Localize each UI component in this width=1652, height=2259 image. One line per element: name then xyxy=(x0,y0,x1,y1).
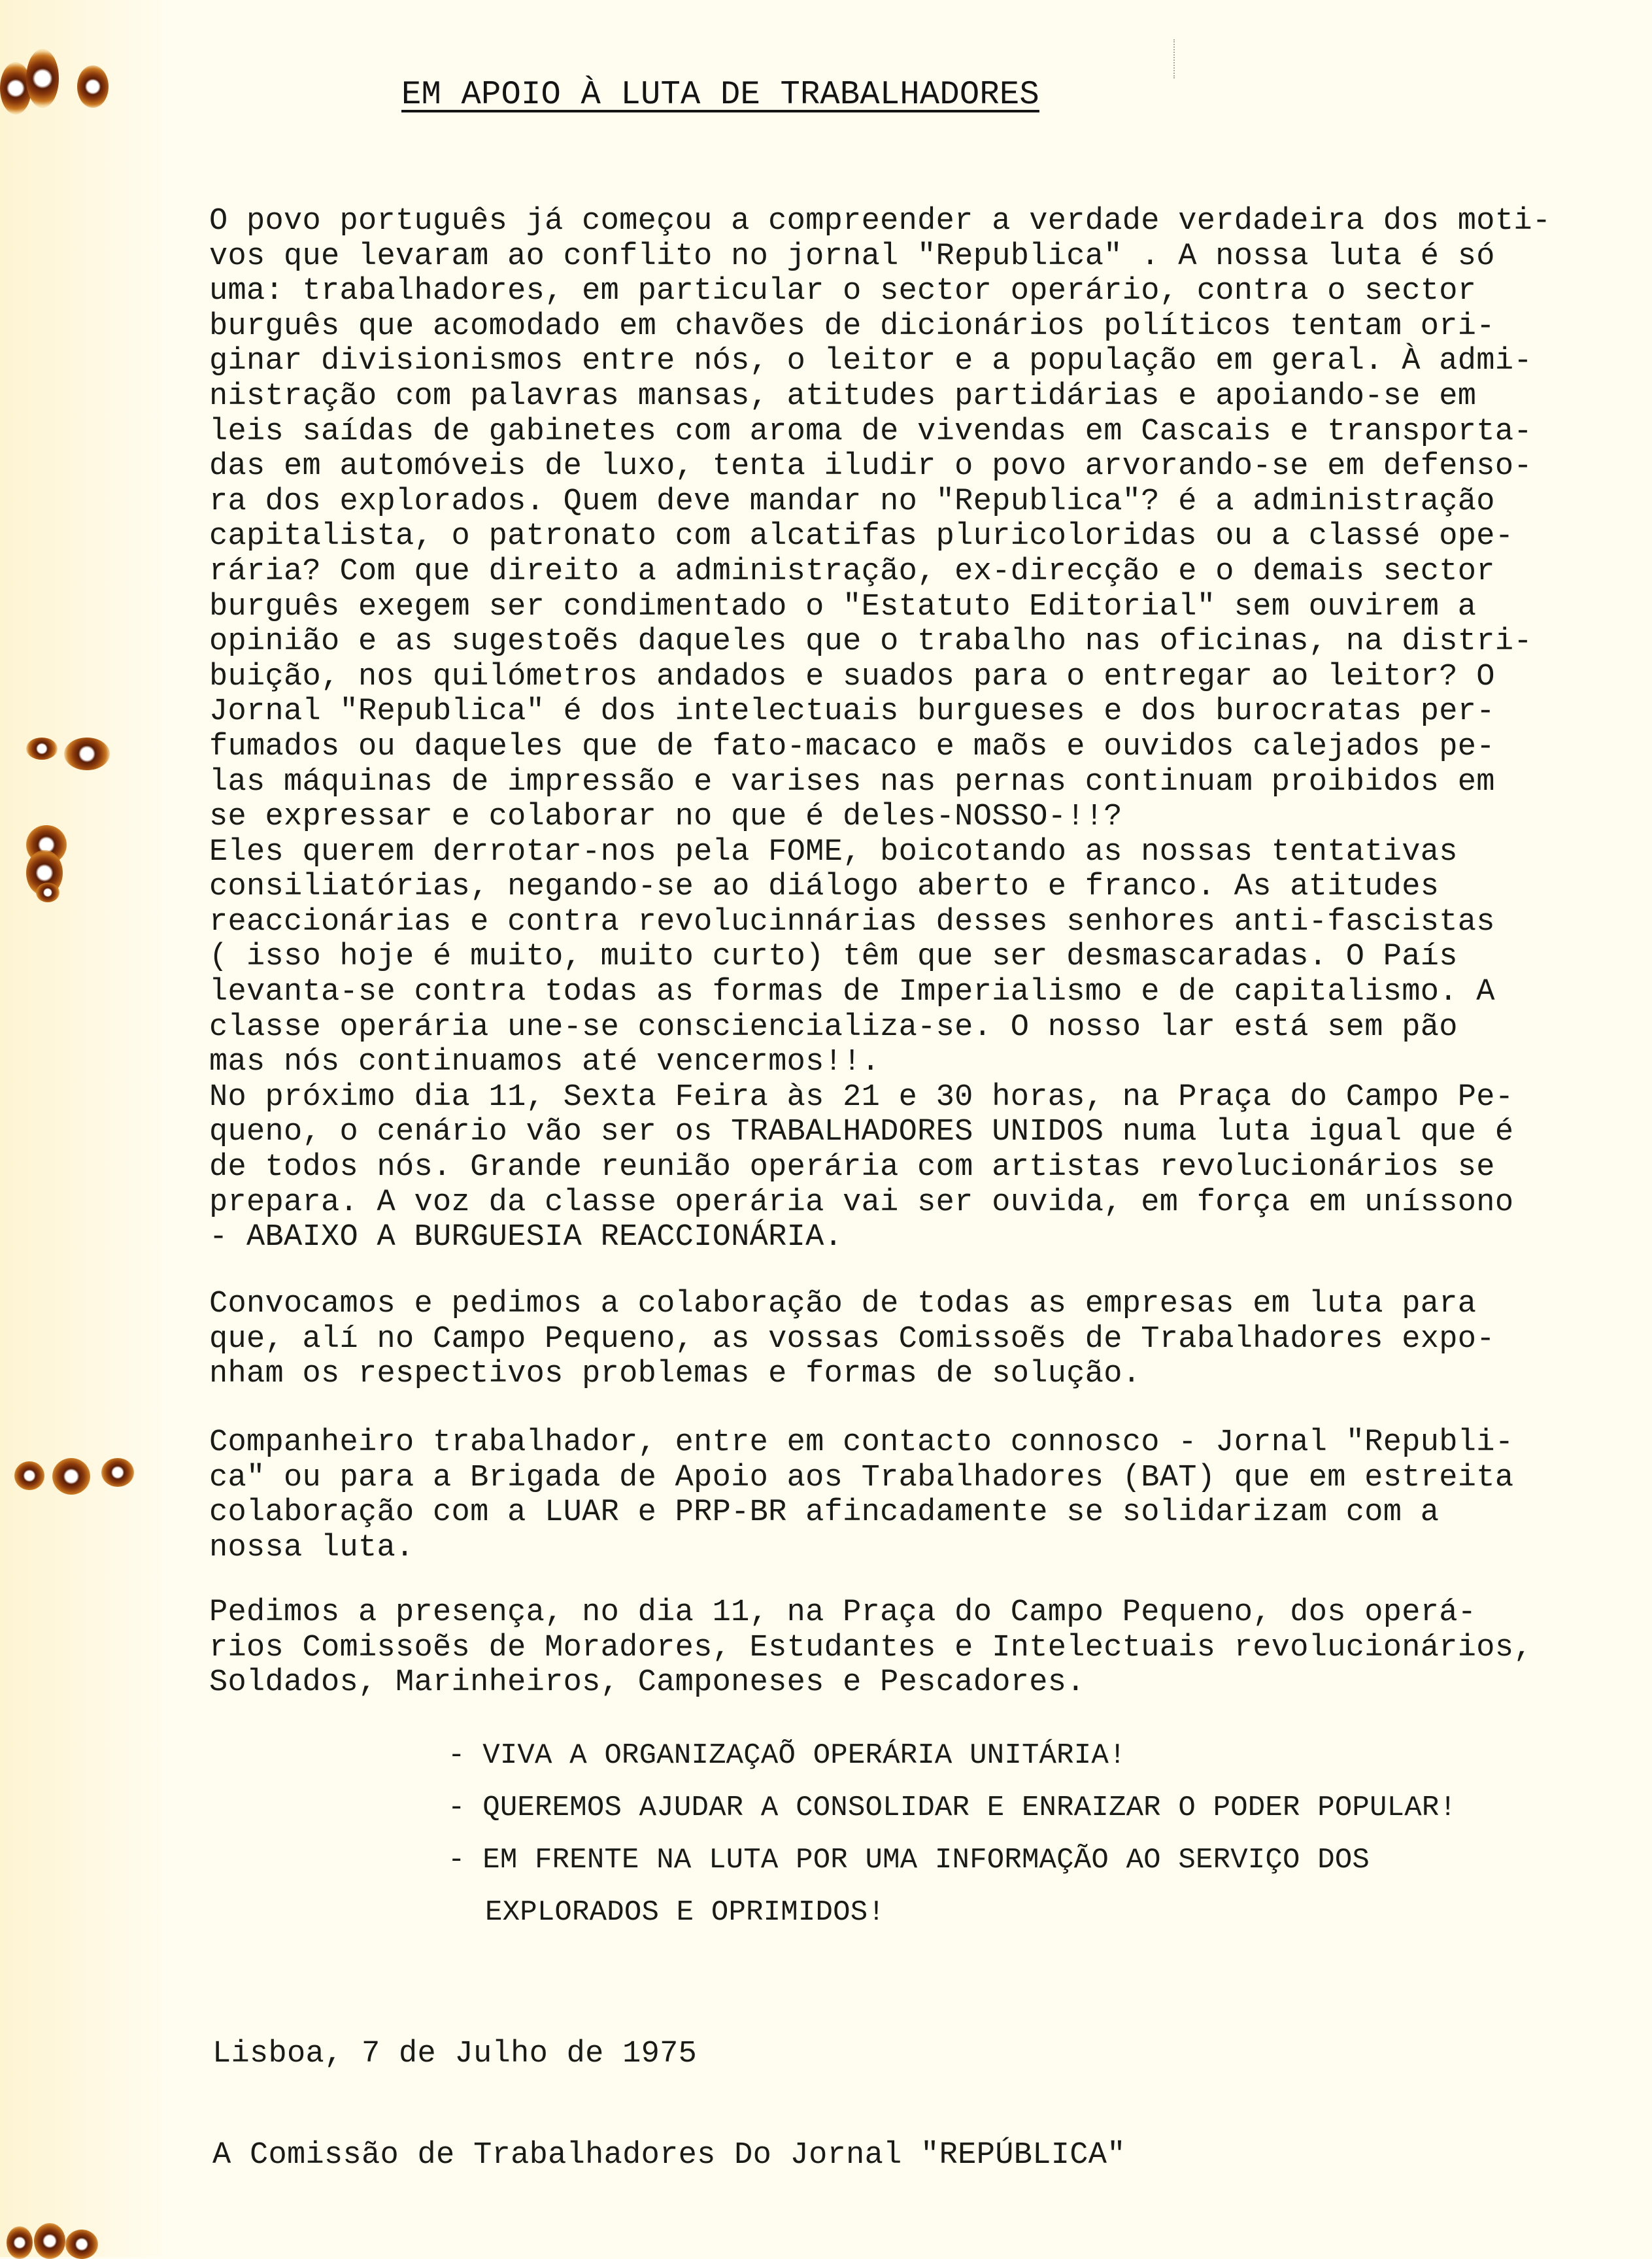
place-date: Lisboa, 7 de Julho de 1975 xyxy=(212,2037,698,2071)
text-line: - ABAIXO A BURGUESIA REACCIONÁRIA. xyxy=(209,1220,843,1255)
rust-mark xyxy=(64,738,110,770)
text-line: O povo português já começou a compreender a verdade verdadeira dos moti- xyxy=(209,204,1551,239)
text-line: No próximo dia 11, Sexta Feira às 21 e 30 horas, na Praça do Campo Pe- xyxy=(209,1079,1514,1115)
rust-mark xyxy=(34,2223,65,2259)
rust-mark xyxy=(36,883,59,902)
text-line: Companheiro trabalhador, entre em contacto connosco - Jornal "Republi- xyxy=(209,1425,1514,1460)
text-line: levanta-se contra todas as formas de Imperialismo e de capitalismo. A xyxy=(209,975,1495,1010)
text-line: ca" ou para a Brigada de Apoio aos Trabalhadores (BAT) que em estreita xyxy=(209,1460,1514,1495)
rust-mark xyxy=(101,1458,134,1487)
text-line: Soldados, Marinheiros, Camponeses e Pescadores. xyxy=(209,1665,1085,1701)
text-line: Eles querem derrotar-nos pela FOME, boicotando as nossas tentativas xyxy=(209,834,1458,870)
text-line: burguês exegem ser condimentado o "Estatuto Editorial" sem ouvirem a xyxy=(209,589,1477,624)
rust-mark xyxy=(14,1461,44,1490)
text-line: fumados ou daqueles que de fato-macaco e maõs e ouvidos calejados pe- xyxy=(209,729,1495,764)
text-line: classe operária une-se consciencializa-se. O nosso lar está sem pão xyxy=(209,1010,1458,1045)
text-line: Convocamos e pedimos a colaboração de todas as empresas em luta para xyxy=(209,1287,1477,1321)
text-line: Jornal "Republica" é dos intelectuais burgueses e dos burocratas per- xyxy=(209,694,1495,730)
document-title: EM APOIO À LUTA DE TRABALHADORES xyxy=(401,76,1039,114)
text-line: Pedimos a presença, no dia 11, na Praça do Campo Pequeno, dos operá- xyxy=(209,1595,1477,1630)
paragraph-contact xyxy=(209,1425,1608,1565)
text-line: rios Comissoẽs de Moradores, Estudantes e Intelectuais revolucionários, xyxy=(209,1630,1532,1665)
rust-mark xyxy=(26,738,58,760)
text-line: de todos nós. Grande reunião operária com artistas revolucionários se xyxy=(209,1150,1495,1185)
text-line: leis saídas de gabinetes com aroma de vivendas em Cascais e transporta- xyxy=(209,414,1532,449)
text-line: ( isso hoje é muito, muito curto) têm que ser desmascaradas. O País xyxy=(209,940,1458,975)
text-line: nistração com palavras mansas, atitudes partidárias e apoiando-se em xyxy=(209,379,1477,414)
text-line: se expressar e colaborar no que é deles-NOSSO-!!? xyxy=(209,800,1122,835)
paragraph-main xyxy=(209,204,1608,1255)
text-line: que, alí no Campo Pequeno, as vossas Comissoẽs de Trabalhadores expo- xyxy=(209,1321,1495,1357)
rust-mark xyxy=(26,49,59,108)
slogan-line: EXPLORADOS E OPRIMIDOS! xyxy=(485,1896,885,1929)
text-line: ra dos explorados. Quem deve mandar no "Republica"? é a administração xyxy=(209,484,1495,519)
paper-mark xyxy=(1173,39,1176,78)
slogan-line: - QUEREMOS AJUDAR A CONSOLIDAR E ENRAIZAR O PODER POPULAR! xyxy=(448,1792,1457,1824)
text-line: capitalista, o patronato com alcatifas pluricoloridas ou a classé ope- xyxy=(209,519,1514,554)
text-line: ginar divisionismos entre nós, o leitor e a população em geral. À admi- xyxy=(209,344,1532,379)
text-line: queno, o cenário vão ser os TRABALHADORES UNIDOS numa luta igual que é xyxy=(209,1115,1514,1150)
slogan-line: - VIVA A ORGANIZAÇAÕ OPERÁRIA UNITÁRIA! xyxy=(448,1739,1126,1772)
text-line: colaboração com a LUAR e PRP-BR afincadamente se solidarizam com a xyxy=(209,1495,1440,1531)
text-line: burguês que acomodado em chavões de dicionários políticos tentam ori- xyxy=(209,309,1495,344)
text-line: prepara. A voz da classe operária vai ser ouvida, em força em uníssono xyxy=(209,1185,1514,1220)
rust-mark xyxy=(77,65,109,108)
slogan-line: - EM FRENTE NA LUTA POR UMA INFORMAÇÃO AO SERVIÇO DOS xyxy=(448,1844,1370,1877)
text-line: rária? Com que direito a administração, ex-direcção e o demais sector xyxy=(209,554,1495,589)
text-line: das em automóveis de luxo, tenta iludir o povo arvorando-se em defenso- xyxy=(209,449,1532,484)
text-line: buição, nos quilómetros andados e suados para o entregar ao leitor? O xyxy=(209,659,1495,694)
slogan-list xyxy=(448,1729,1457,1939)
paragraph-convocation xyxy=(209,1287,1608,1392)
text-line: las máquinas de impressão e varises nas pernas continuam proibidos em xyxy=(209,764,1495,800)
text-line: vos que levaram ao conflito no jornal "Republica" . A nossa luta é só xyxy=(209,239,1495,274)
text-line: uma: trabalhadores, em particular o sector operário, contra o sector xyxy=(209,274,1477,309)
paragraph-presence xyxy=(209,1595,1608,1701)
text-line: consiliatórias, negando-se ao diálogo aberto e franco. As atitudes xyxy=(209,870,1440,905)
rust-mark xyxy=(7,2226,33,2259)
rust-mark xyxy=(65,2230,98,2259)
text-line: reaccionárias e contra revolucinnárias desses senhores anti-fascistas xyxy=(209,904,1495,940)
text-line: mas nós continuamos até vencermos!!. xyxy=(209,1045,881,1080)
paper-margin-shade xyxy=(0,0,170,2257)
rust-mark xyxy=(52,1458,90,1495)
text-line: nossa luta. xyxy=(209,1530,414,1565)
text-line: nham os respectivos problemas e formas de solução. xyxy=(209,1357,1141,1392)
signature: A Comissão de Trabalhadores Do Jornal "REPÚBLICA" xyxy=(212,2138,1126,2173)
text-line: opinião e as sugestoẽs daqueles que o trabalho nas oficinas, na distri- xyxy=(209,624,1532,660)
